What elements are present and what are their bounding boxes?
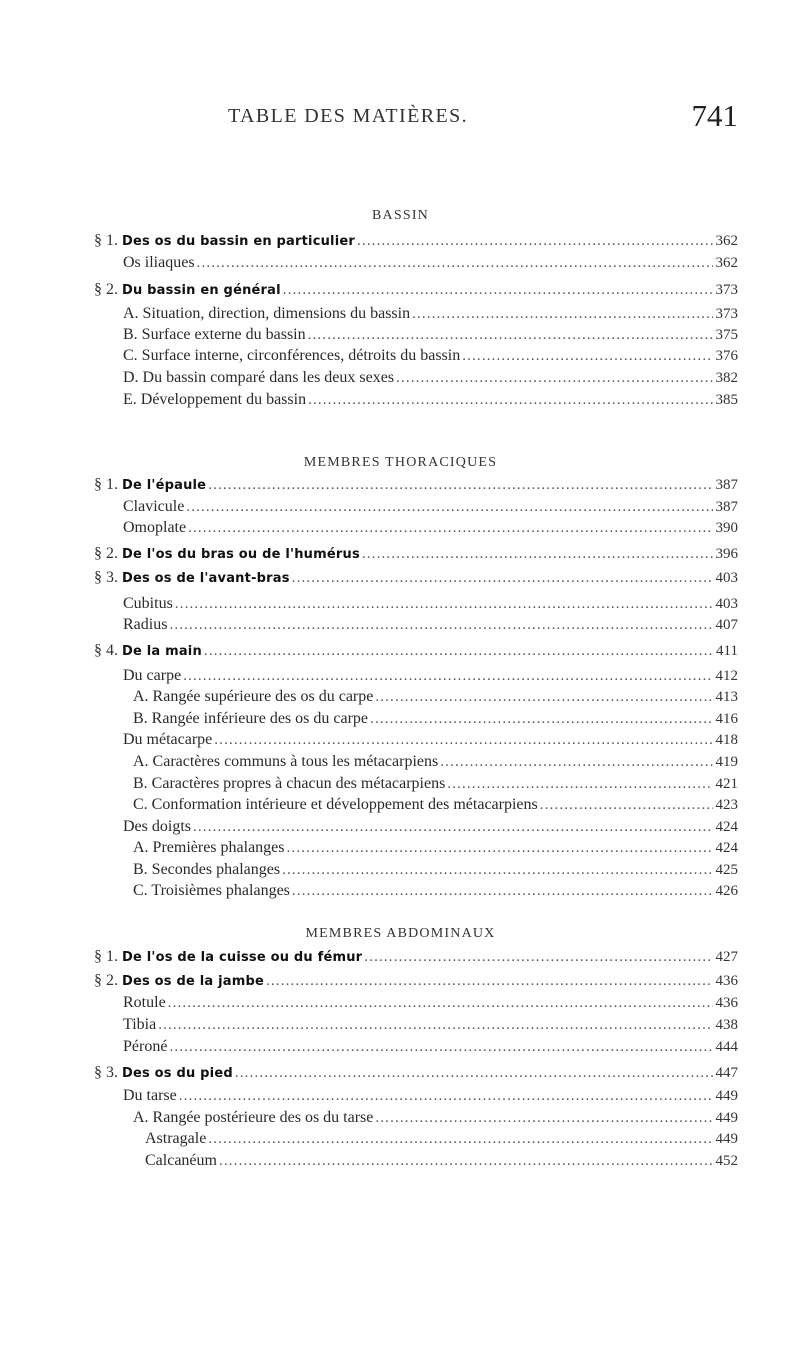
toc-entry — [133, 881, 738, 901]
entry-label: Cubitus — [123, 595, 173, 612]
toc-entry — [94, 947, 738, 967]
entry-label: C. Surface interne, circonférences, détroits du bassin — [123, 347, 461, 364]
dot-leader — [214, 730, 712, 750]
toc-entry — [94, 231, 738, 251]
dot-leader — [188, 518, 712, 538]
running-title: TABLE DES MATIÈRES. — [228, 105, 468, 127]
toc-entry — [123, 1037, 738, 1057]
section-number: § 2. — [94, 545, 118, 562]
dot-leader — [370, 709, 712, 729]
dot-leader — [540, 795, 713, 815]
entry-page-number: 447 — [715, 1065, 738, 1081]
entry-page-number: 449 — [715, 1110, 738, 1126]
entry-label: Os iliaques — [123, 254, 195, 271]
toc-entry — [123, 497, 738, 517]
toc-entry — [123, 993, 738, 1013]
toc-entry — [123, 368, 738, 388]
dot-leader — [375, 687, 712, 707]
entry-label: Du métacarpe — [123, 731, 213, 748]
entry-page-number: 452 — [715, 1153, 738, 1169]
entry-page-number: 411 — [716, 643, 738, 659]
toc-entry — [123, 1015, 738, 1035]
entry-label: Des os du bassin en particulier — [122, 234, 356, 249]
dot-leader — [266, 971, 713, 991]
dot-leader — [158, 1015, 712, 1035]
entry-label: A. Premières phalanges — [133, 839, 285, 856]
dot-leader — [169, 1037, 712, 1057]
entry-page-number: 425 — [715, 862, 738, 878]
toc-entry — [133, 687, 738, 707]
entry-page-number: 382 — [715, 370, 738, 386]
toc-entry — [133, 860, 738, 880]
dot-leader — [168, 993, 713, 1013]
entry-label: Des os du pied — [122, 1066, 233, 1081]
section-title: MEMBRES THORACIQUES — [303, 455, 498, 470]
entry-page-number: 413 — [715, 689, 738, 705]
entry-page-number: 373 — [715, 282, 738, 298]
dot-leader — [183, 666, 712, 686]
dot-leader — [308, 390, 712, 410]
entry-label: De l'épaule — [122, 478, 207, 493]
toc-entry — [123, 594, 738, 614]
entry-label: Radius — [123, 616, 168, 633]
dot-leader — [197, 253, 713, 273]
entry-page-number: 407 — [715, 617, 738, 633]
entry-label: B. Rangée inférieure des os du carpe — [133, 710, 369, 727]
section-number: § 3. — [94, 1064, 118, 1081]
toc-entry — [145, 1151, 738, 1171]
entry-label: De la main — [122, 644, 202, 659]
entry-page-number: 390 — [715, 520, 738, 536]
entry-page-number: 449 — [715, 1088, 738, 1104]
section-number: § 1. — [94, 948, 118, 965]
toc-entry — [94, 280, 738, 300]
entry-label: Des os de la jambe — [122, 974, 264, 989]
entry-label: C. Troisièmes phalanges — [133, 882, 290, 899]
section-title: BASSIN — [372, 208, 429, 223]
entry-page-number: 424 — [715, 819, 738, 835]
entry-page-number: 416 — [715, 711, 738, 727]
dot-leader — [175, 594, 713, 614]
toc-entry — [133, 1108, 738, 1128]
dot-leader — [396, 368, 712, 388]
section-number: § 4. — [94, 642, 118, 659]
entry-label: Du bassin en général — [122, 283, 281, 298]
dot-leader — [308, 325, 713, 345]
toc-entry — [133, 838, 738, 858]
dot-leader — [292, 881, 713, 901]
dot-leader — [412, 304, 712, 324]
entry-label: A. Caractères communs à tous les métacarpiens — [133, 753, 439, 770]
dot-leader — [287, 838, 713, 858]
entry-page-number: 396 — [715, 546, 738, 562]
toc-entry — [133, 752, 738, 772]
entry-label: D. Du bassin comparé dans les deux sexes — [123, 369, 395, 386]
entry-page-number: 373 — [715, 306, 738, 322]
dot-leader — [357, 231, 712, 251]
dot-leader — [179, 1086, 713, 1106]
entry-page-number: 424 — [715, 840, 738, 856]
toc-entry — [94, 641, 738, 661]
toc-entry — [94, 475, 738, 495]
toc-entry — [123, 346, 738, 366]
section-number: § 2. — [94, 972, 118, 989]
entry-page-number: 412 — [715, 668, 738, 684]
dot-leader — [186, 497, 712, 517]
toc-entry — [133, 795, 738, 815]
entry-page-number: 419 — [715, 754, 738, 770]
entry-page-number: 362 — [715, 255, 738, 271]
entry-label: A. Situation, direction, dimensions du bassin — [123, 305, 411, 322]
entry-page-number: 385 — [715, 392, 738, 408]
entry-label: Du tarse — [123, 1087, 177, 1104]
toc-entry — [94, 1063, 738, 1083]
entry-page-number: 421 — [715, 776, 738, 792]
dot-leader — [208, 475, 712, 495]
entry-page-number: 427 — [715, 949, 738, 965]
entry-label: Omoplate — [123, 519, 187, 536]
toc-entry — [123, 304, 738, 324]
section-title: MEMBRES ABDOMINAUX — [305, 926, 496, 941]
toc-entry — [123, 615, 738, 635]
entry-page-number: 426 — [715, 883, 738, 899]
section-number: § 2. — [94, 281, 118, 298]
dot-leader — [362, 544, 713, 564]
dot-leader — [193, 817, 713, 837]
entry-page-number: 375 — [715, 327, 738, 343]
entry-label: C. Conformation intérieure et développement des métacarpiens — [133, 796, 538, 813]
toc-entry — [123, 325, 738, 345]
entry-page-number: 376 — [715, 348, 738, 364]
entry-label: B. Surface externe du bassin — [123, 326, 306, 343]
dot-leader — [204, 641, 713, 661]
entry-label: Des doigts — [123, 818, 191, 835]
toc-entry — [94, 544, 738, 564]
page-number: 741 — [691, 98, 738, 133]
dot-leader — [440, 752, 712, 772]
entry-label: Tibia — [123, 1016, 157, 1033]
entry-page-number: 436 — [715, 973, 738, 989]
dot-leader — [292, 568, 713, 588]
section-number: § 1. — [94, 232, 118, 249]
entry-label: E. Développement du bassin — [123, 391, 307, 408]
entry-label: Du carpe — [123, 667, 182, 684]
dot-leader — [235, 1063, 713, 1083]
dot-leader — [208, 1129, 712, 1149]
toc-entry — [145, 1129, 738, 1149]
entry-label: De l'os du bras ou de l'humérus — [122, 547, 360, 562]
section-number: § 1. — [94, 476, 118, 493]
toc-entry — [94, 568, 738, 588]
section-number: § 3. — [94, 569, 118, 586]
entry-page-number: 387 — [715, 499, 738, 515]
dot-leader — [283, 280, 713, 300]
entry-page-number: 403 — [715, 570, 738, 586]
toc-entry — [123, 253, 738, 273]
entry-label: A. Rangée postérieure des os du tarse — [133, 1109, 374, 1126]
dot-leader — [462, 346, 712, 366]
toc-entry — [133, 774, 738, 794]
toc-entry — [133, 709, 738, 729]
entry-label: Des os de l'avant-bras — [122, 571, 290, 586]
dot-leader — [364, 947, 712, 967]
entry-label: B. Caractères propres à chacun des métacarpiens — [133, 775, 446, 792]
entry-page-number: 423 — [715, 797, 738, 813]
toc-entry — [94, 971, 738, 991]
entry-label: Astragale — [145, 1130, 207, 1147]
toc-entry — [123, 390, 738, 410]
dot-leader — [169, 615, 712, 635]
page-header — [0, 100, 801, 136]
toc-entry — [123, 666, 738, 686]
entry-label: A. Rangée supérieure des os du carpe — [133, 688, 374, 705]
dot-leader — [447, 774, 712, 794]
entry-label: Calcanéum — [145, 1152, 217, 1169]
entry-page-number: 444 — [715, 1039, 738, 1055]
entry-label: De l'os de la cuisse ou du fémur — [122, 950, 363, 965]
entry-label: Rotule — [123, 994, 166, 1011]
entry-page-number: 436 — [715, 995, 738, 1011]
entry-page-number: 438 — [715, 1017, 738, 1033]
dot-leader — [282, 860, 712, 880]
entry-page-number: 387 — [715, 477, 738, 493]
toc-entry — [123, 817, 738, 837]
toc-entry — [123, 1086, 738, 1106]
entry-page-number: 449 — [715, 1131, 738, 1147]
entry-page-number: 418 — [715, 732, 738, 748]
toc-entry — [123, 730, 738, 750]
entry-page-number: 403 — [715, 596, 738, 612]
dot-leader — [375, 1108, 712, 1128]
dot-leader — [219, 1151, 713, 1171]
entry-label: Clavicule — [123, 498, 185, 515]
entry-label: B. Secondes phalanges — [133, 861, 281, 878]
entry-page-number: 362 — [715, 233, 738, 249]
toc-entry — [123, 518, 738, 538]
entry-label: Péroné — [123, 1038, 168, 1055]
